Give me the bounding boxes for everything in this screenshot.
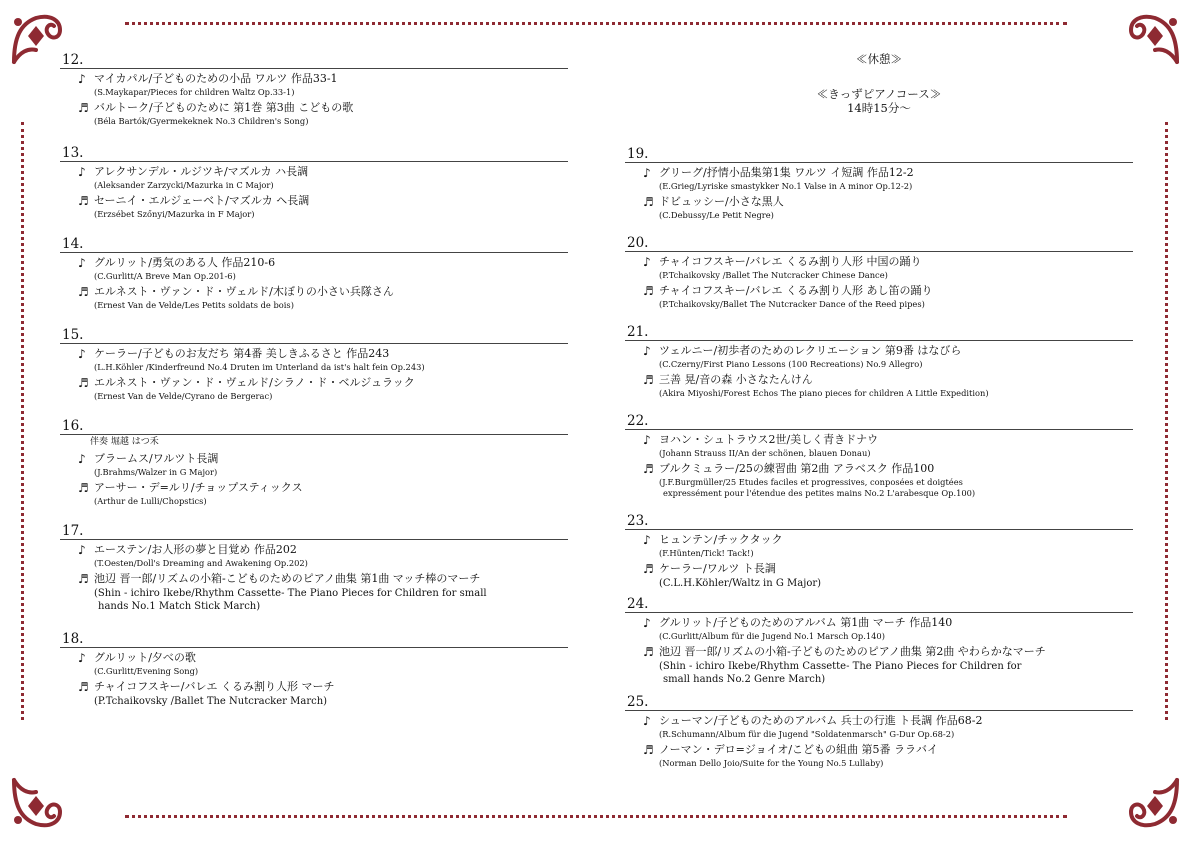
piece-title-japanese: セーニイ・エルジェーベト/マズルカ ヘ長調	[94, 194, 310, 207]
program-number: 21.	[625, 324, 1133, 341]
left-program-column	[60, 52, 568, 708]
piece-title-original: (L.H.Köhler /Kinderfreund No.4 Druten im Unterland da ist's halt fein Op.243)	[94, 362, 425, 372]
piece-title-original: (Erzsébet Szőnyi/Mazurka in F Major)	[94, 209, 255, 219]
piece-title-japanese: グルリット/勇気のある人 作品210-6	[94, 256, 276, 269]
piece-title-japanese: ツェルニー/初歩者のためのレクリエーション 第9番 はなびら	[659, 344, 962, 357]
piece-title-original: (C.L.H.Köhler/Waltz in G Major)	[659, 578, 822, 589]
piece-item	[60, 679, 568, 708]
program-number: 24.	[625, 596, 1133, 613]
piece-title-japanese: ケーラー/子どものお友だち 第4番 美しきふるさと 作品243	[94, 347, 390, 360]
beamed-notes-icon: ♬	[643, 462, 654, 476]
piece-item	[60, 542, 568, 569]
piece-item	[60, 571, 568, 613]
piece-title-original: (R.Schumann/Album für die Jugend "Soldatenmarsch" G-Dur Op.68-2)	[659, 729, 955, 739]
program-entry	[625, 694, 1133, 769]
piece-title-original: (P.Tchaikovsky/Ballet The Nutcracker Dance of the Reed pipes)	[659, 299, 925, 309]
eighth-note-icon: ♪	[643, 533, 651, 547]
kids-course-label: ≪きっずピアノコース≫	[816, 87, 942, 101]
bottom-dotted-border	[125, 815, 1067, 818]
top-dotted-border	[125, 22, 1067, 25]
piece-title-japanese: ケーラー/ワルツ ト長調	[659, 562, 776, 575]
piece-item	[60, 650, 568, 677]
program-number: 19.	[625, 146, 1133, 163]
eighth-note-icon: ♪	[78, 452, 86, 466]
accompanist-label: 伴奏 堀越 はつ禾	[90, 437, 159, 447]
eighth-note-icon: ♪	[78, 543, 86, 557]
piece-item	[60, 193, 568, 220]
piece-title-japanese: グルリット/子どものためのアルバム 第1曲 マーチ 作品140	[659, 616, 953, 629]
eighth-note-icon: ♪	[643, 433, 651, 447]
piece-item	[625, 532, 1133, 559]
program-entry	[60, 236, 568, 311]
beamed-notes-icon: ♬	[78, 572, 89, 586]
beamed-notes-icon: ♬	[78, 376, 89, 390]
piece-item	[625, 561, 1133, 590]
program-entry	[60, 52, 568, 127]
kids-course-time: 14時15分〜	[847, 101, 911, 115]
piece-item	[60, 71, 568, 98]
piece-title-original: (Shin - ichiro Ikebe/Rhythm Cassette- The Piano Pieces for Children for	[659, 661, 1022, 672]
piece-item	[625, 461, 1133, 499]
program-number: 18.	[60, 631, 568, 648]
intermission-label: ≪休憩≫	[856, 52, 902, 66]
piece-title-japanese: アレクサンデル・ルジツキ/マズルカ ハ長調	[94, 165, 309, 178]
program-entry	[625, 413, 1133, 499]
program-number: 25.	[625, 694, 1133, 711]
beamed-notes-icon: ♬	[78, 285, 89, 299]
eighth-note-icon: ♪	[78, 72, 86, 86]
piece-title-original: (Akira Miyoshi/Forest Echos The piano pieces for children A Little Expedition)	[659, 388, 989, 398]
eighth-note-icon: ♪	[78, 347, 86, 361]
piece-item	[625, 254, 1133, 281]
piece-title-japanese: ヒュンテン/チックタック	[659, 533, 783, 546]
program-entry	[60, 631, 568, 708]
piece-title-original: (T.Oesten/Doll's Dreaming and Awakening Op.202)	[94, 558, 308, 568]
beamed-notes-icon: ♬	[78, 101, 89, 115]
program-number: 15.	[60, 327, 568, 344]
piece-title-original: (Arthur de Lulli/Chopstics)	[94, 496, 207, 506]
piece-item	[625, 432, 1133, 459]
program-entry	[625, 235, 1133, 310]
beamed-notes-icon: ♬	[78, 481, 89, 495]
piece-item	[60, 284, 568, 311]
piece-item	[625, 713, 1133, 740]
piece-title-japanese: シューマン/子どものためのアルバム 兵士の行進 ト長調 作品68-2	[659, 714, 983, 727]
beamed-notes-icon: ♬	[643, 373, 654, 387]
piece-title-japanese: マイカパル/子どものための小品 ワルツ 作品33-1	[94, 72, 338, 85]
program-number: 13.	[60, 145, 568, 162]
piece-title-original: (P.Tchaikovsky /Ballet The Nutcracker Chinese Dance)	[659, 270, 888, 280]
piece-item	[60, 346, 568, 373]
piece-item	[625, 283, 1133, 310]
piece-title-japanese: ヨハン・シュトラウス2世/美しく青きドナウ	[659, 433, 879, 446]
piece-title-original: (S.Maykapar/Pieces for children Waltz Op.33-1)	[94, 87, 295, 97]
piece-item	[60, 451, 568, 478]
piece-title-original: (J.Brahms/Walzer in G Major)	[94, 467, 218, 477]
piece-title-japanese: グルリット/夕べの歌	[94, 651, 196, 664]
piece-item	[625, 615, 1133, 642]
piece-title-original: (C.Debussy/Le Petit Negre)	[659, 210, 774, 220]
program-entry	[625, 596, 1133, 686]
piece-title-japanese: エーステン/お人形の夢と目覚め 作品202	[94, 543, 297, 556]
piece-title-japanese: エルネスト・ヴァン・ド・ヴェルド/木ぼりの小さい兵隊さん	[94, 285, 394, 298]
eighth-note-icon: ♪	[643, 714, 651, 728]
piece-title-japanese: ブラームス/ワルツト長調	[94, 452, 219, 465]
piece-title-original: (Norman Dello Joio/Suite for the Young No.5 Lullaby)	[659, 758, 884, 768]
piece-item	[60, 164, 568, 191]
corner-ornament-bottom-left	[6, 772, 68, 834]
piece-title-japanese: ドビュッシー/小さな黒人	[659, 195, 784, 208]
piece-item	[625, 372, 1133, 399]
program-number: 14.	[60, 236, 568, 253]
piece-title-japanese: チャイコフスキー/バレエ くるみ割り人形 中国の踊り	[659, 255, 922, 268]
program-entry	[60, 418, 568, 507]
beamed-notes-icon: ♬	[78, 680, 89, 694]
eighth-note-icon: ♪	[643, 344, 651, 358]
piece-title-original: (C.Gurlitt/A Breve Man Op.201-6)	[94, 271, 236, 281]
program-entry	[625, 146, 1133, 221]
piece-title-original: (Ernest Van de Velde/Les Petits soldats de bois)	[94, 300, 294, 310]
piece-title-original-cont: small hands No.2 Genre March)	[663, 674, 826, 685]
piece-title-japanese: グリーグ/抒情小品集第1集 ワルツ イ短調 作品12-2	[659, 166, 914, 179]
beamed-notes-icon: ♬	[643, 562, 654, 576]
piece-item	[625, 165, 1133, 192]
piece-title-japanese: 池辺 晋一郎/リズムの小箱-こどものためのピアノ曲集 第1曲 マッチ棒のマーチ	[94, 572, 481, 585]
beamed-notes-icon: ♬	[643, 195, 654, 209]
piece-title-japanese: エルネスト・ヴァン・ド・ヴェルド/シラノ・ド・ベルジュラック	[94, 376, 415, 389]
piece-item	[625, 194, 1133, 221]
piece-title-original: (Béla Bartók/Gyermekeknek No.3 Children's Song)	[94, 116, 309, 126]
piece-item	[625, 343, 1133, 370]
piece-title-original: (Shin - ichiro Ikebe/Rhythm Cassette- The Piano Pieces for Children for small	[94, 588, 487, 599]
piece-item	[60, 480, 568, 507]
piece-item	[60, 375, 568, 402]
program-number: 20.	[625, 235, 1133, 252]
program-number: 17.	[60, 523, 568, 540]
piece-title-original: (C.Gurlitt/Evening Song)	[94, 666, 199, 676]
piece-title-japanese: ノーマン・デロ=ジョイオ/こどもの組曲 第5番 ララバイ	[659, 743, 939, 756]
eighth-note-icon: ♪	[643, 166, 651, 180]
piece-title-original: (C.Gurlitt/Album für die Jugend No.1 Marsch Op.140)	[659, 631, 885, 641]
beamed-notes-icon: ♬	[78, 194, 89, 208]
piece-title-japanese: 三善 晃/音の森 小さなたんけん	[659, 373, 813, 386]
piece-title-japanese: チャイコフスキー/バレエ くるみ割り人形 あし笛の踊り	[659, 284, 933, 297]
piece-title-japanese: ブルクミュラー/25の練習曲 第2曲 アラベスク 作品100	[659, 462, 935, 475]
piece-title-original: (E.Grieg/Lyriske smastykker No.1 Valse in A minor Op.12-2)	[659, 181, 913, 191]
piece-title-original: (J.F.Burgmüller/25 Etudes faciles et progressives, conposées et doigtées	[659, 477, 963, 487]
piece-title-original: (C.Czerny/First Piano Lessons (100 Recreations) No.9 Allegro)	[659, 359, 923, 369]
piece-title-original: (Johann Strauss II/An der schönen, blauen Donau)	[659, 448, 871, 458]
corner-ornament-top-left	[6, 8, 68, 70]
piece-title-original: (Aleksander Zarzycki/Mazurka in C Major)	[94, 180, 274, 190]
right-program-column	[625, 146, 1133, 769]
eighth-note-icon: ♪	[643, 255, 651, 269]
piece-item	[625, 644, 1133, 686]
piece-item	[60, 255, 568, 282]
eighth-note-icon: ♪	[643, 616, 651, 630]
piece-item	[60, 100, 568, 127]
eighth-note-icon: ♪	[78, 165, 86, 179]
eighth-note-icon: ♪	[78, 256, 86, 270]
piece-title-japanese: 池辺 晋一郎/リズムの小箱-子どものためのピアノ曲集 第2曲 やわらかなマーチ	[659, 645, 1046, 658]
piece-title-original-cont: hands No.1 Match Stick March)	[98, 601, 261, 612]
beamed-notes-icon: ♬	[643, 645, 654, 659]
piece-title-japanese: アーサー・デ=ルリ/チョップスティックス	[94, 481, 303, 494]
program-number: 23.	[625, 513, 1133, 530]
piece-title-original: (F.Hünten/Tick! Tack!)	[659, 548, 754, 558]
piece-item	[625, 742, 1133, 769]
piece-title-japanese: バルトーク/子どものために 第1巻 第3曲 こどもの歌	[94, 101, 354, 114]
program-number: 22.	[625, 413, 1133, 430]
piece-title-original-cont: expressément pour l'étendue des petites mains No.2 L'arabesque Op.100)	[663, 488, 976, 498]
beamed-notes-icon: ♬	[643, 284, 654, 298]
piece-title-original: (Ernest Van de Velde/Cyrano de Bergerac)	[94, 391, 273, 401]
left-dotted-border	[21, 122, 24, 720]
program-number: 12.	[60, 52, 568, 69]
beamed-notes-icon: ♬	[643, 743, 654, 757]
piece-title-original: (P.Tchaikovsky /Ballet The Nutcracker March)	[94, 696, 328, 707]
corner-ornament-bottom-right	[1123, 772, 1185, 834]
program-entry	[60, 327, 568, 402]
piece-title-japanese: チャイコフスキー/バレエ くるみ割り人形 マーチ	[94, 680, 335, 693]
program-number: 16.	[60, 418, 568, 435]
program-entry	[625, 513, 1133, 590]
program-entry	[60, 145, 568, 220]
program-entry	[625, 324, 1133, 399]
eighth-note-icon: ♪	[78, 651, 86, 665]
right-dotted-border	[1165, 122, 1168, 720]
program-entry	[60, 523, 568, 613]
